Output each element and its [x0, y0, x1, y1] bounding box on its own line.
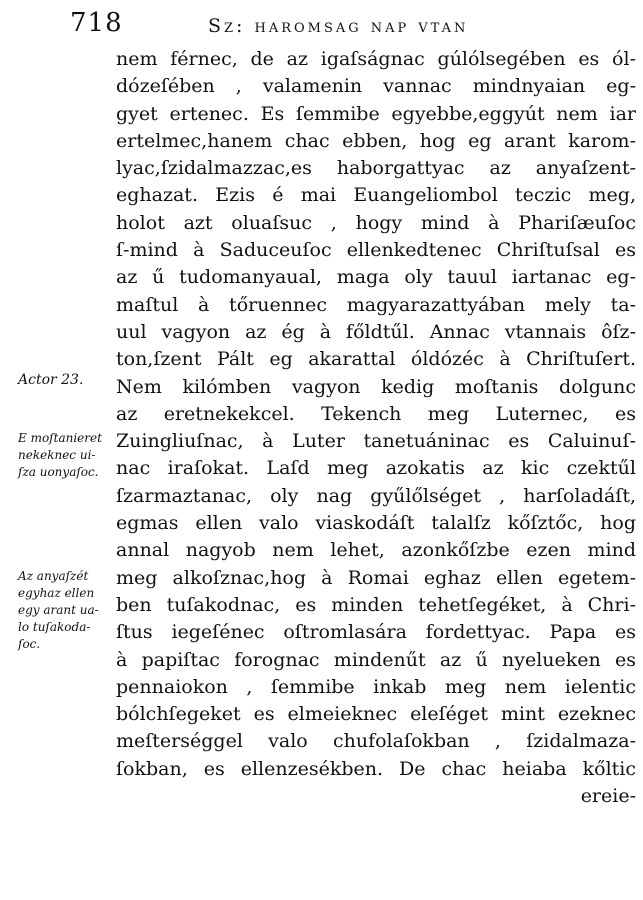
text-line: holot azt oluaſsuc , hogy mind à Phariſæuſoc [116, 211, 636, 234]
margin-note-line: nekeknec ui- [18, 448, 96, 462]
text-line: uul vagyon az ég à főldtűl. Annac vtannais ôſz- [116, 320, 636, 343]
text-line: à papiſtac forognac mindenűt az ű nyelueken es [116, 648, 636, 671]
text-line: az ű tudomanyaual, maga oly tauul iartanac eg- [116, 266, 636, 289]
text-line: ſokban, es ellenzesékben. De chac heiaba kőltic [116, 757, 636, 780]
page-number: 718 [70, 8, 123, 38]
text-line: pennaiokon , ſemmibe inkab meg nem ielentic [116, 675, 636, 698]
text-line: maſtul à tőruennec magyarazattyában mely ta- [116, 293, 636, 316]
running-head: Sz: haromsag nap vtan [208, 15, 469, 37]
text-line: nac iraſokat. Laſd meg azokatis az kic czektűl [116, 457, 636, 480]
margin-note-line: Actor 23. [18, 372, 84, 388]
text-line: az eretnekekcel. Tekench meg Luternec, es [116, 402, 636, 425]
margin-note-line: egyhaz ellen [18, 586, 95, 600]
margin-note-line: ſoc. [18, 637, 41, 651]
margin-note-heretics [18, 430, 102, 481]
text-line: meſterséggel valo chufolaſokban , ſzidalmaza- [116, 730, 636, 753]
text-line: bólchſegeket es elmeieknec eleſéget mint ezeknec [116, 703, 636, 726]
text-line: Zuingliuſnac, à Luter tanetuáninac es Caluinuſ- [116, 430, 636, 453]
margin-note-line: ſza uonyaſoc. [18, 465, 99, 479]
text-line: lyac,ſzidalmazzac,es haborgattyac az anyaſzent- [116, 157, 636, 180]
margin-note-line: Az anyaſzét [18, 569, 89, 583]
text-line: ton,ſzent Pált eg akarattal óldózéc à Chriſtuſert. [116, 348, 636, 371]
text-line: dózeſében , valamenin vannac mindnyaian eg- [116, 75, 636, 98]
text-line: meg alkoſznac,hog à Romai eghaz ellen egetem- [116, 566, 636, 589]
text-line: gyet ertenec. Es ſemmibe egyebbe,eggyút nem iar [116, 102, 636, 125]
text-line: ſtus iegeſénec oſtromlasára fordettyac. Papa es [116, 621, 636, 644]
text-line: nem férnec, de az igaſságnac gúlólsegében es ól- [116, 48, 636, 70]
text-line: eghazat. Ezis é mai Euangeliombol teczic meg, [116, 184, 636, 207]
text-line: annal nagyob nem lehet, azonkőſzbe ezen mind [116, 539, 636, 562]
margin-note-line: lo tuſakoda- [18, 620, 91, 634]
text-line: ſzarmaztanac, oly nag gyűlőlséget , harſoladáſt, [116, 484, 636, 507]
margin-note-line: E moſtanieret [18, 431, 102, 445]
catchword: ereie- [580, 785, 636, 808]
text-line: ben tuſakodnac, es minden tehetſegéket, à Chri- [116, 593, 636, 616]
body-text [116, 46, 636, 810]
text-line: ſ-mind à Saduceuſoc ellenkedtenec Chriſtuſsal es [116, 239, 636, 262]
text-line: ertelmec,hanem chac ebben, hog eg arant karom- [116, 129, 636, 152]
margin-note-church [18, 568, 99, 653]
text-line: egmas ellen valo viaskodáſt talalſz kőſztőc, hog [116, 512, 636, 535]
text-line: Nem kilómben vagyon kedig moſtanis dolgunc [116, 375, 636, 398]
margin-note-acts-reference [18, 372, 83, 389]
margin-note-line: egy arant ua- [18, 603, 99, 617]
